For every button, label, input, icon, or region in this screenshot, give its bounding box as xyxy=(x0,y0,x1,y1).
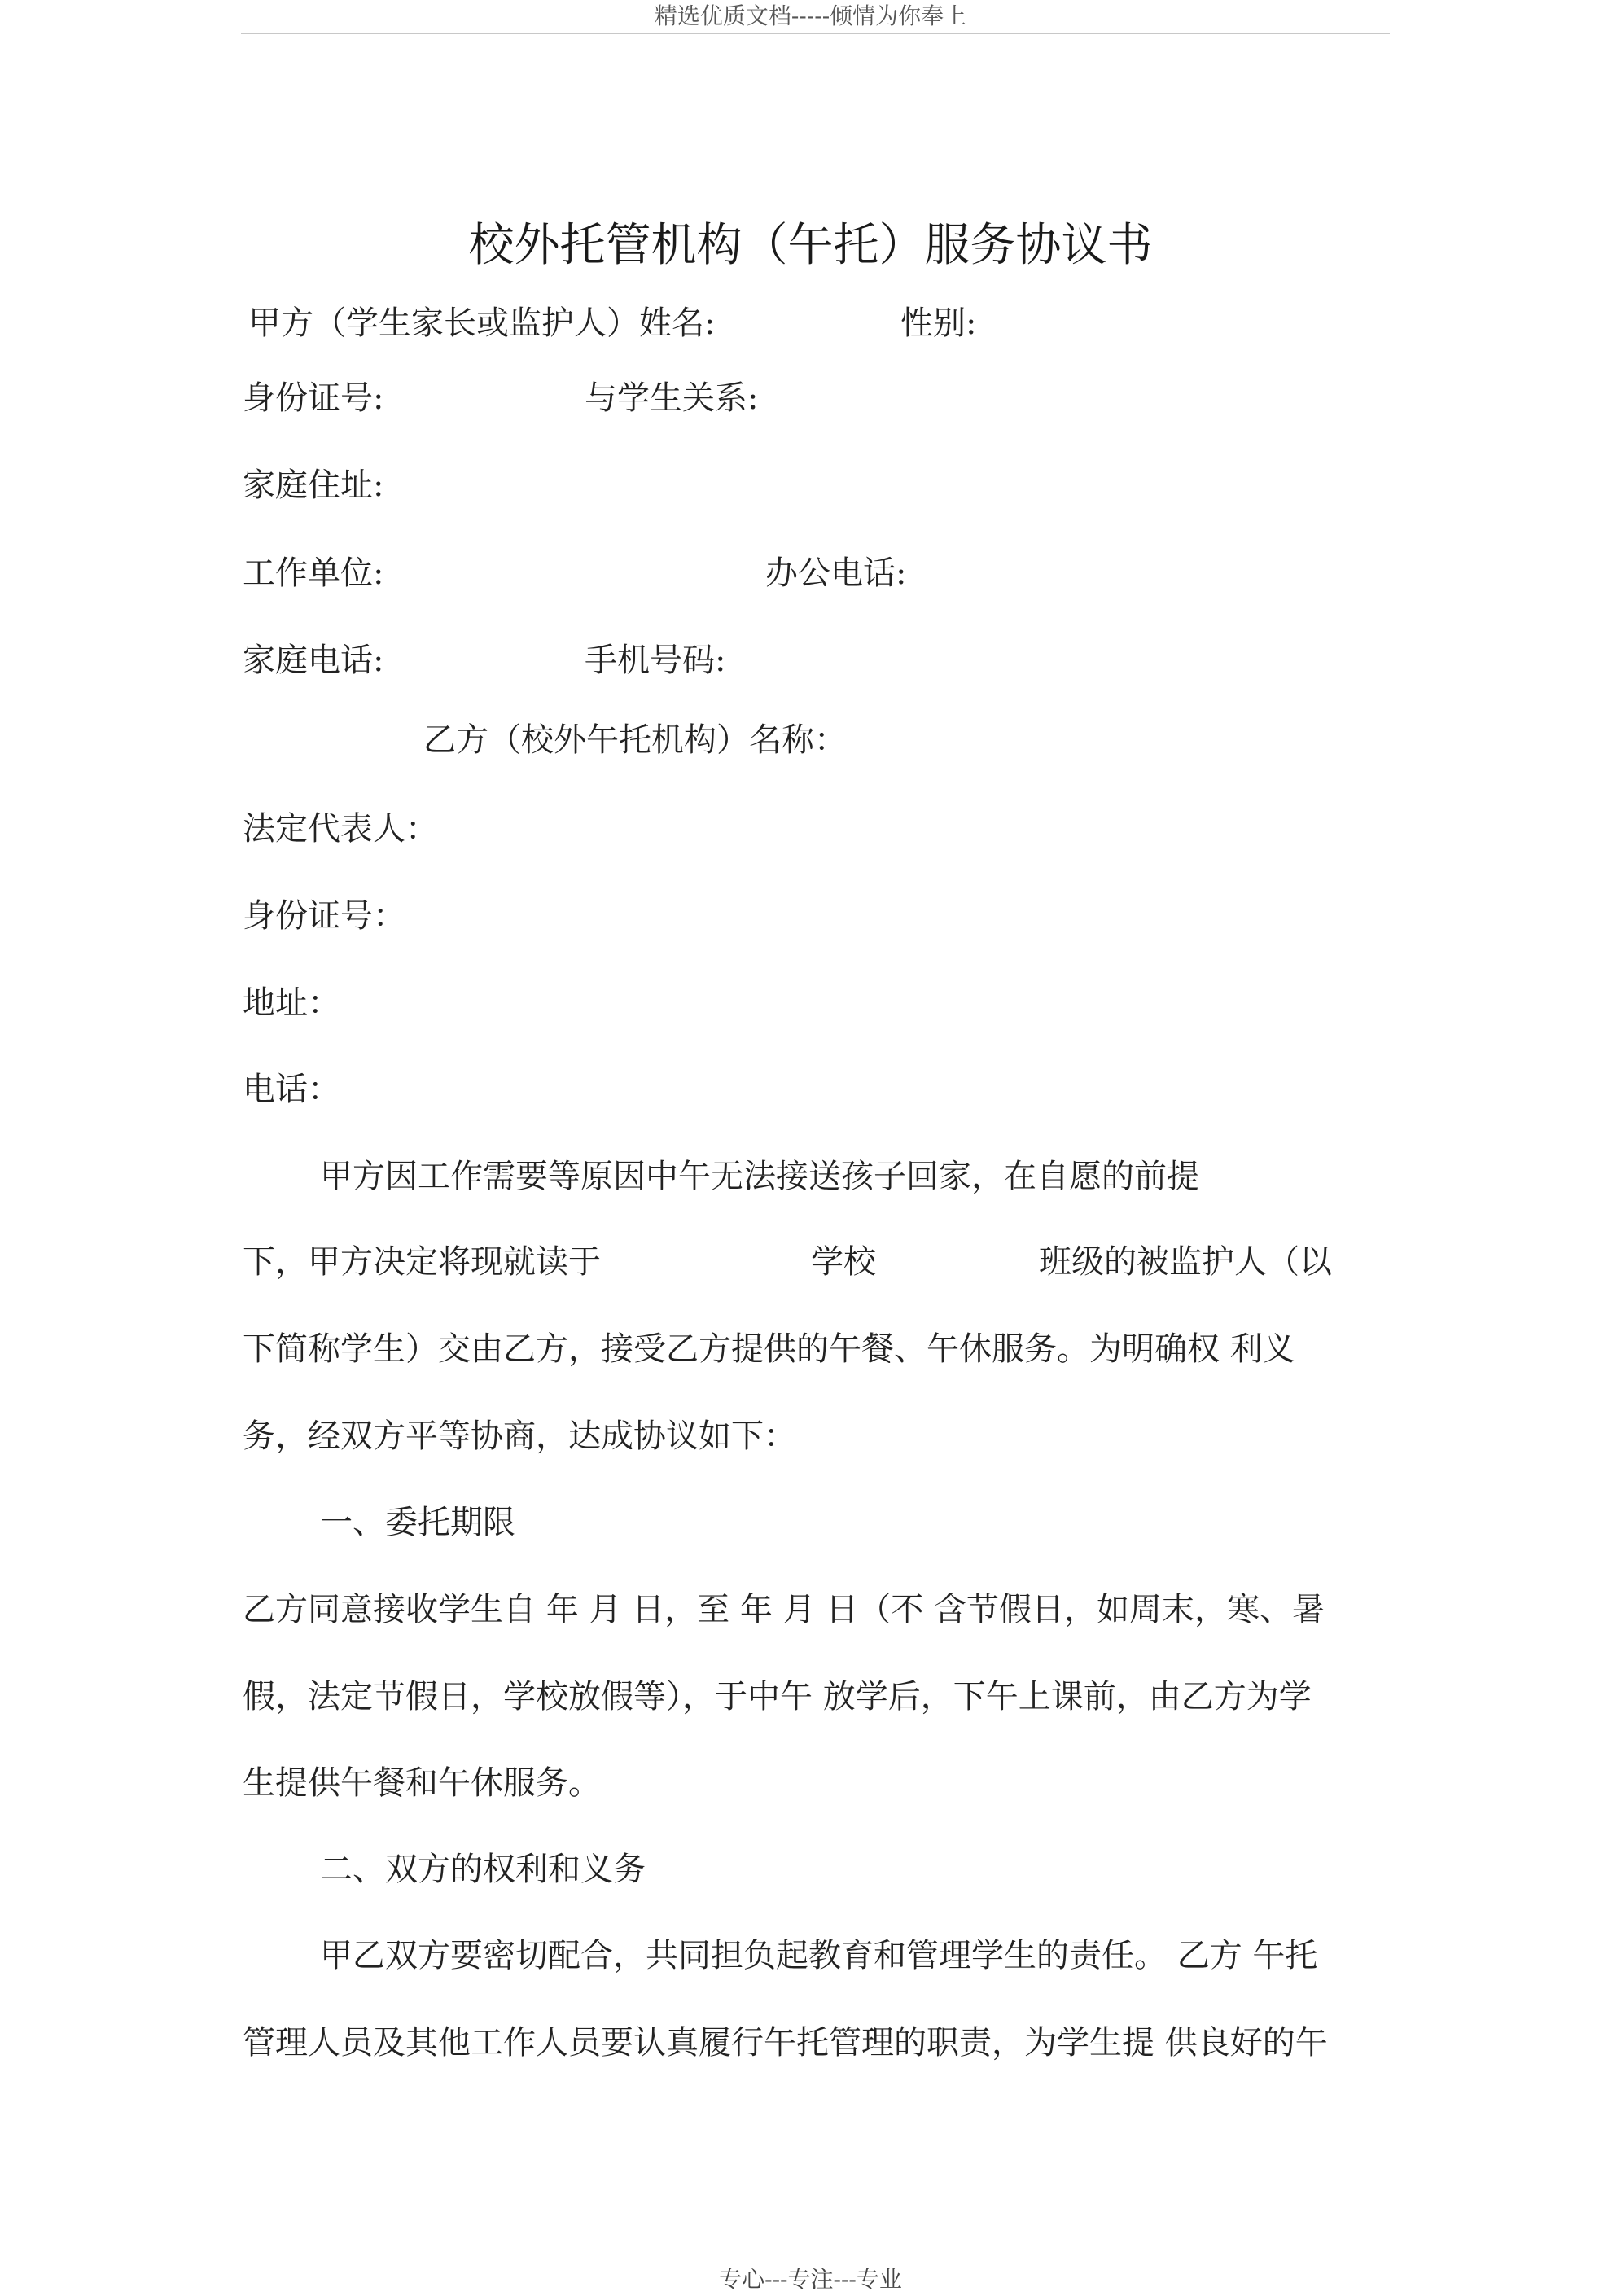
section-1-line-1: 乙方同意接收学生自 年 月 日，至 年 月 日（不 含节假日，如周末，寒、暑 xyxy=(243,1591,1325,1628)
section-2-line-2: 管理人员及其他工作人员要认真履行午托管理的职责，为学生提 供良好的午 xyxy=(243,2024,1328,2062)
party-a-relation-label: 与学生关系: xyxy=(585,379,759,417)
section-1-line-2: 假，法定节假日，学校放假等），于中午 放学后，下午上课前，由乙方为学 xyxy=(243,1678,1312,1715)
party-a-name-label: 甲方（学生家长或监护人）姓名: xyxy=(248,305,716,342)
party-b-legal-rep-label: 法定代表人： xyxy=(243,810,438,848)
page-footer: 专心---专注---专业 xyxy=(719,2266,902,2293)
party-b-id-label: 身份证号： xyxy=(243,897,405,935)
party-a-address-label: 家庭住址: xyxy=(243,467,384,504)
party-a-gender-label: 性别: xyxy=(900,305,977,342)
party-b-name-label: 乙方（校外午托机构）名称： xyxy=(423,721,847,759)
party-b-phone-label: 电话： xyxy=(243,1071,340,1108)
party-a-home-phone-label: 家庭电话: xyxy=(243,642,384,679)
section-2-heading: 二、双方的权利和义务 xyxy=(320,1851,646,1888)
section-2-line-1: 甲乙双方要密切配合，共同担负起教育和管理学生的责任。 乙方 午托 xyxy=(320,1937,1318,1974)
page-header: 精选优质文档-----倾情为你奉上 xyxy=(654,2,967,29)
intro-line-1: 甲方因工作需要等原因中午无法接送孩子回家，在自愿的前提 xyxy=(320,1158,1199,1195)
party-b-address-label: 地址： xyxy=(243,984,340,1022)
section-1-line-3: 生提供午餐和午休服务。 xyxy=(243,1764,601,1802)
party-a-office-phone-label: 办公电话: xyxy=(765,554,907,592)
intro-line-3: 下简称学生）交由乙方，接受乙方提供的午餐、午休服务。为明确权 利义 xyxy=(243,1330,1295,1368)
header-divider xyxy=(241,33,1390,34)
intro-line-4: 务，经双方平等协商，达成协议如下： xyxy=(243,1417,796,1455)
section-1-heading: 一、委托期限 xyxy=(320,1504,515,1541)
intro-line-2a: 下，甲方决定将现就读于 xyxy=(243,1243,601,1281)
intro-line-2c: 班级的被监护人（以 xyxy=(1039,1243,1332,1281)
party-a-id-label: 身份证号: xyxy=(243,379,384,417)
document-title: 校外托管机构（午托）服务协议书 xyxy=(468,219,1153,272)
party-a-mobile-label: 手机号码: xyxy=(585,642,726,679)
intro-line-2b: 学校 xyxy=(811,1243,876,1281)
party-a-work-label: 工作单位: xyxy=(243,554,384,592)
